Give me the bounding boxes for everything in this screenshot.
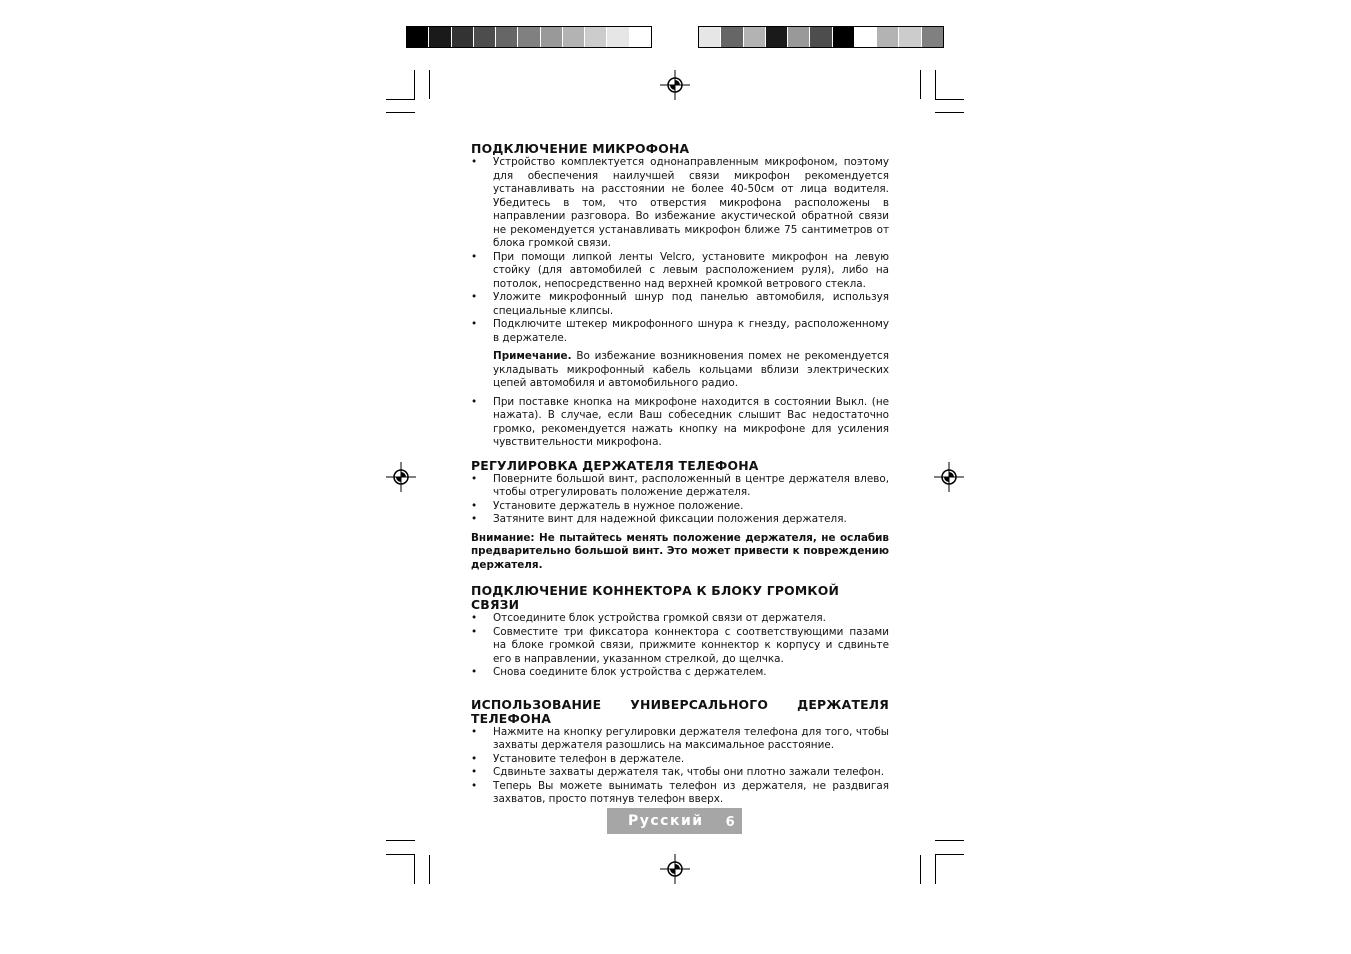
color-swatch: [474, 27, 496, 47]
bullet-list: [471, 726, 889, 807]
registration-target-icon: [934, 462, 964, 492]
color-swatch: [922, 27, 943, 47]
list-item: • Уложите микрофонный шнур под панелью автомобиля, используя специальные клипсы.: [471, 291, 889, 318]
crop-mark: [414, 855, 415, 884]
crop-mark: [920, 855, 921, 884]
color-swatch: [452, 27, 474, 47]
color-swatch: [855, 27, 877, 47]
color-swatch: [607, 27, 629, 47]
list-item: • Поверните большой винт, расположенный в центре держателя влево, чтобы отрегулировать положение держателя.: [471, 473, 889, 500]
list-item: • Установите телефон в держателе.: [471, 753, 889, 767]
registration-target-icon: [660, 854, 690, 884]
page-number: 6: [725, 814, 735, 830]
color-swatch: [766, 27, 788, 47]
crop-mark: [935, 855, 936, 884]
section-connector: [471, 584, 889, 680]
list-item: • Подключите штекер микрофонного шнура к гнезду, расположенному в держателе.: [471, 318, 889, 345]
color-swatch: [630, 27, 651, 47]
bullet-list: [471, 396, 889, 450]
color-swatch: [563, 27, 585, 47]
section-holder-adjustment: [471, 459, 889, 573]
color-swatch: [541, 27, 563, 47]
note-text: Во избежание возникновения помех не рекомендуется укладывать микрофонный кабель кольцами вблизи электрических цепей автомобиля и автомобильного радио.: [493, 350, 889, 389]
list-item: • Отсоедините блок устройства громкой связи от держателя.: [471, 612, 889, 626]
footer-language: Русский: [628, 813, 704, 829]
section-universal-holder: [471, 698, 889, 807]
section-title: РЕГУЛИРОВКА ДЕРЖАТЕЛЯ ТЕЛЕФОНА: [471, 457, 759, 473]
color-swatch: [699, 27, 721, 47]
list-item: • Снова соедините блок устройства с держателем.: [471, 666, 889, 680]
color-swatch: [429, 27, 451, 47]
bullet-list: [471, 473, 889, 527]
crop-mark: [935, 99, 964, 100]
crop-mark: [935, 854, 964, 855]
list-item: • При помощи липкой ленты Velcro, установите микрофон на левую стойку (для автомобилей с левым расположением руля), либо на потолок, непосредственно над верхней кромкой ветрового стекла.: [471, 251, 889, 292]
note-paragraph: [471, 350, 889, 391]
bullet-list: [471, 156, 889, 345]
list-item: • При поставке кнопка на микрофоне находится в состоянии Выкл. (не нажата). В случае, если Ваш собеседник слышит Вас недостаточно громко, рекомендуется нажать кнопку на микрофоне для усиления чувствительности микрофона.: [471, 396, 889, 450]
color-swatch: [833, 27, 855, 47]
color-swatch: [721, 27, 743, 47]
color-swatch: [899, 27, 921, 47]
crop-mark: [414, 70, 415, 99]
crop-mark: [935, 840, 964, 841]
document-page: [471, 142, 889, 807]
list-item: • Установите держатель в нужное положение.: [471, 500, 889, 514]
list-item: • Затяните винт для надежной фиксации положения держателя.: [471, 513, 889, 527]
crop-mark: [386, 854, 415, 855]
page-footer-badge: [607, 808, 742, 834]
color-calibration-bar-right: [698, 26, 944, 48]
crop-mark: [935, 70, 936, 99]
color-swatch: [788, 27, 810, 47]
color-swatch: [518, 27, 540, 47]
color-swatch: [810, 27, 832, 47]
crop-mark: [429, 855, 430, 884]
crop-mark: [935, 112, 964, 113]
list-item: • Устройство комплектуется однонаправленным микрофоном, поэтому для обеспечения наилучшей связи микрофон рекомендуется устанавливать на расстоянии не более 40-50см от лица водителя. Убедитесь в том, что отверстия микрофона расположены в направлении разговора. Во избежание акустической обратной связи не рекомендуется устанавливать микрофон ближе 75 сантиметров от блока громкой связи.: [471, 156, 889, 251]
color-swatch: [407, 27, 429, 47]
crop-mark: [386, 112, 415, 113]
note-label: Примечание.: [493, 350, 572, 362]
section-title: ПОДКЛЮЧЕНИЕ МИКРОФОНА: [471, 141, 690, 156]
section-title: ПОДКЛЮЧЕНИЕ КОННЕКТОРА К БЛОКУ ГРОМКОЙ СВЯЗИ: [471, 583, 840, 612]
bullet-list: [471, 612, 889, 680]
color-swatch: [744, 27, 766, 47]
crop-mark: [429, 70, 430, 99]
section-microphone: [471, 142, 889, 450]
color-calibration-bar-left: [406, 26, 652, 48]
warning-paragraph: Внимание: Не пытайтесь менять положение держателя, не ослабив предварительно большой винт. Это может привести к повреждению держателя.: [471, 531, 889, 571]
crop-mark: [386, 99, 415, 100]
registration-target-icon: [386, 462, 416, 492]
section-title: ИСПОЛЬЗОВАНИЕ УНИВЕРСАЛЬНОГО ДЕРЖАТЕЛЯ ТЕЛЕФОНА: [471, 696, 889, 726]
registration-target-icon: [660, 70, 690, 100]
crop-mark: [386, 840, 415, 841]
crop-mark: [920, 70, 921, 99]
color-swatch: [496, 27, 518, 47]
color-swatch: [877, 27, 899, 47]
list-item: • Теперь Вы можете вынимать телефон из держателя, не раздвигая захватов, просто потянув телефон вверх.: [471, 780, 889, 807]
color-swatch: [585, 27, 607, 47]
list-item: • Сдвиньте захваты держателя так, чтобы они плотно зажали телефон.: [471, 766, 889, 780]
list-item: • Нажмите на кнопку регулировки держателя телефона для того, чтобы захваты держателя разошлись на максимальное расстояние.: [471, 726, 889, 753]
list-item: • Совместите три фиксатора коннектора с соответствующими пазами на блоке громкой связи, прижмите коннектор к корпусу и сдвиньте его в направлении, указанном стрелкой, до щелчка.: [471, 626, 889, 667]
